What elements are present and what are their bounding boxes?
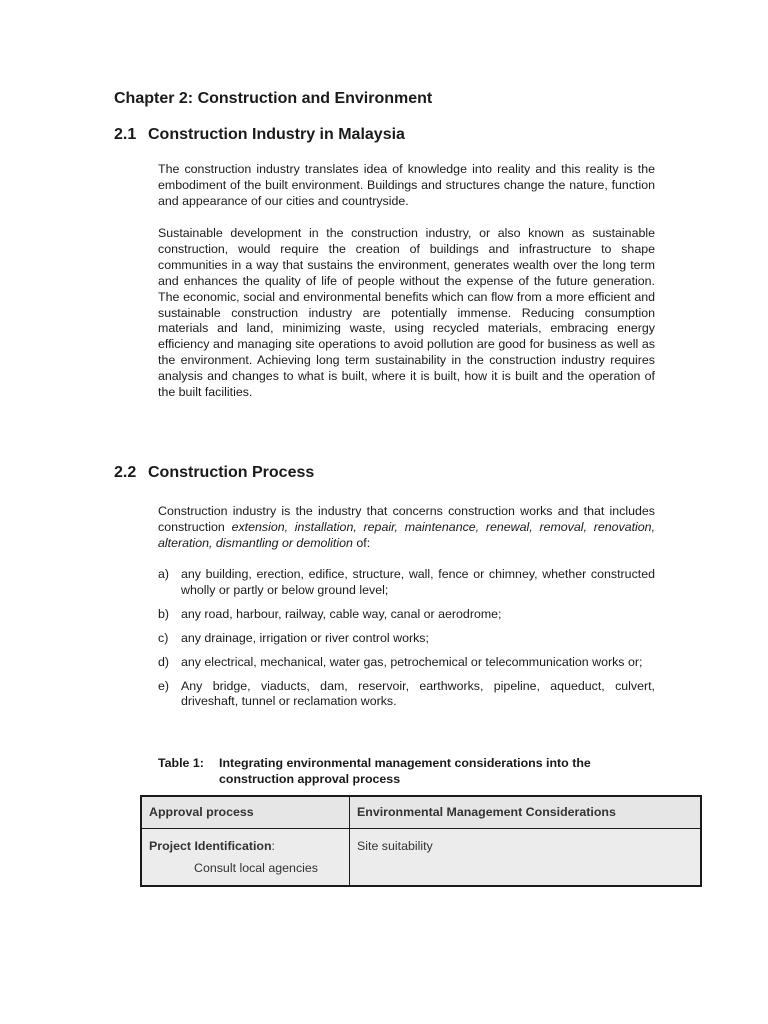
section-heading-2-1 [114, 126, 405, 144]
list-text: any road, harbour, railway, cable way, canal or aerodrome; [181, 606, 502, 621]
intro-tail: of: [352, 535, 371, 550]
paragraph-construction-process-intro [158, 504, 655, 552]
section-title-text: Construction Industry in Malaysia [148, 126, 405, 143]
approval-considerations-table [140, 795, 702, 887]
list-item [158, 631, 655, 647]
table-caption-line-1: Integrating environmental management considerations into the [219, 756, 591, 770]
list-marker: b) [158, 606, 170, 621]
section-number: 2.1 [114, 126, 137, 143]
approval-step-label-suffix: : [271, 839, 275, 853]
list-text: any drainage, irrigation or river control works; [181, 630, 429, 645]
list-item [158, 655, 655, 671]
list-text: any electrical, mechanical, water gas, petrochemical or telecommunication works or; [181, 654, 643, 669]
section-number: 2.2 [114, 464, 137, 481]
table-caption-line-2: construction approval process [219, 771, 401, 786]
header-environmental-considerations: Environmental Management Considerations [350, 796, 702, 829]
intro-italic-works: extension, installation, repair, maintenance, renewal, removal, renovation, alteration, dismantling or demolition [158, 519, 656, 550]
cell-approval-step [141, 829, 350, 887]
section-title-text: Construction Process [148, 464, 315, 481]
table-header-row [141, 796, 701, 829]
table-caption-label: Table 1: [158, 756, 204, 770]
table-row [141, 829, 701, 887]
list-marker: e) [158, 678, 170, 693]
list-item [158, 567, 655, 599]
paragraph-industry-intro: The construction industry translates idea of knowledge into reality and this reality is the embodiment of the built environment. Buildings and structures change the nature, function and appearance of our cities and countryside. [158, 162, 655, 208]
construction-works-list [158, 567, 655, 718]
paragraph-sustainable-development: Sustainable development in the construction industry, or also known as sustainable construction, would require the creation of buildings and infrastructure to shape communities in a way that sustains the environment, generates wealth over the long term and enhances the quality of life of people without the expense of the future generation. The economic, social and environmental benefits which can flow from a more efficient and sustainable construction industry are potentially immense. Reducing consumption materials and land, minimizing waste, using recycled materials, embracing energy efficiency and managing site operations to avoid pollution are good for business as well as the environment. Achieving long term sustainability in the construction industry requires analysis and changes to what is built, where it is built, how it is built and the operation of the built facilities. [158, 226, 655, 400]
approval-step-sub-item: Consult local agencies [194, 861, 318, 875]
list-text: Any bridge, viaducts, dam, reservoir, earthworks, pipeline, aqueduct, culvert, driveshaft, tunnel or reclamation works. [181, 678, 655, 709]
list-text: any building, erection, edifice, structure, wall, fence or chimney, whether constructed wholly or partly or below ground level; [181, 567, 655, 597]
approval-step-label: Project Identification [149, 839, 272, 853]
chapter-title: Chapter 2: Construction and Environment [114, 90, 433, 107]
section-heading-2-2 [114, 464, 314, 482]
list-marker: c) [158, 630, 169, 645]
cell-consideration: Site suitability [350, 829, 702, 887]
list-item [158, 679, 655, 711]
intro-lead: Construction industry is the industry that concerns construction works and that includes construction [158, 504, 655, 534]
list-marker: a) [158, 567, 170, 581]
list-item [158, 607, 655, 623]
table-caption [158, 756, 658, 787]
list-marker: d) [158, 654, 170, 669]
header-approval-process: Approval process [141, 796, 350, 829]
